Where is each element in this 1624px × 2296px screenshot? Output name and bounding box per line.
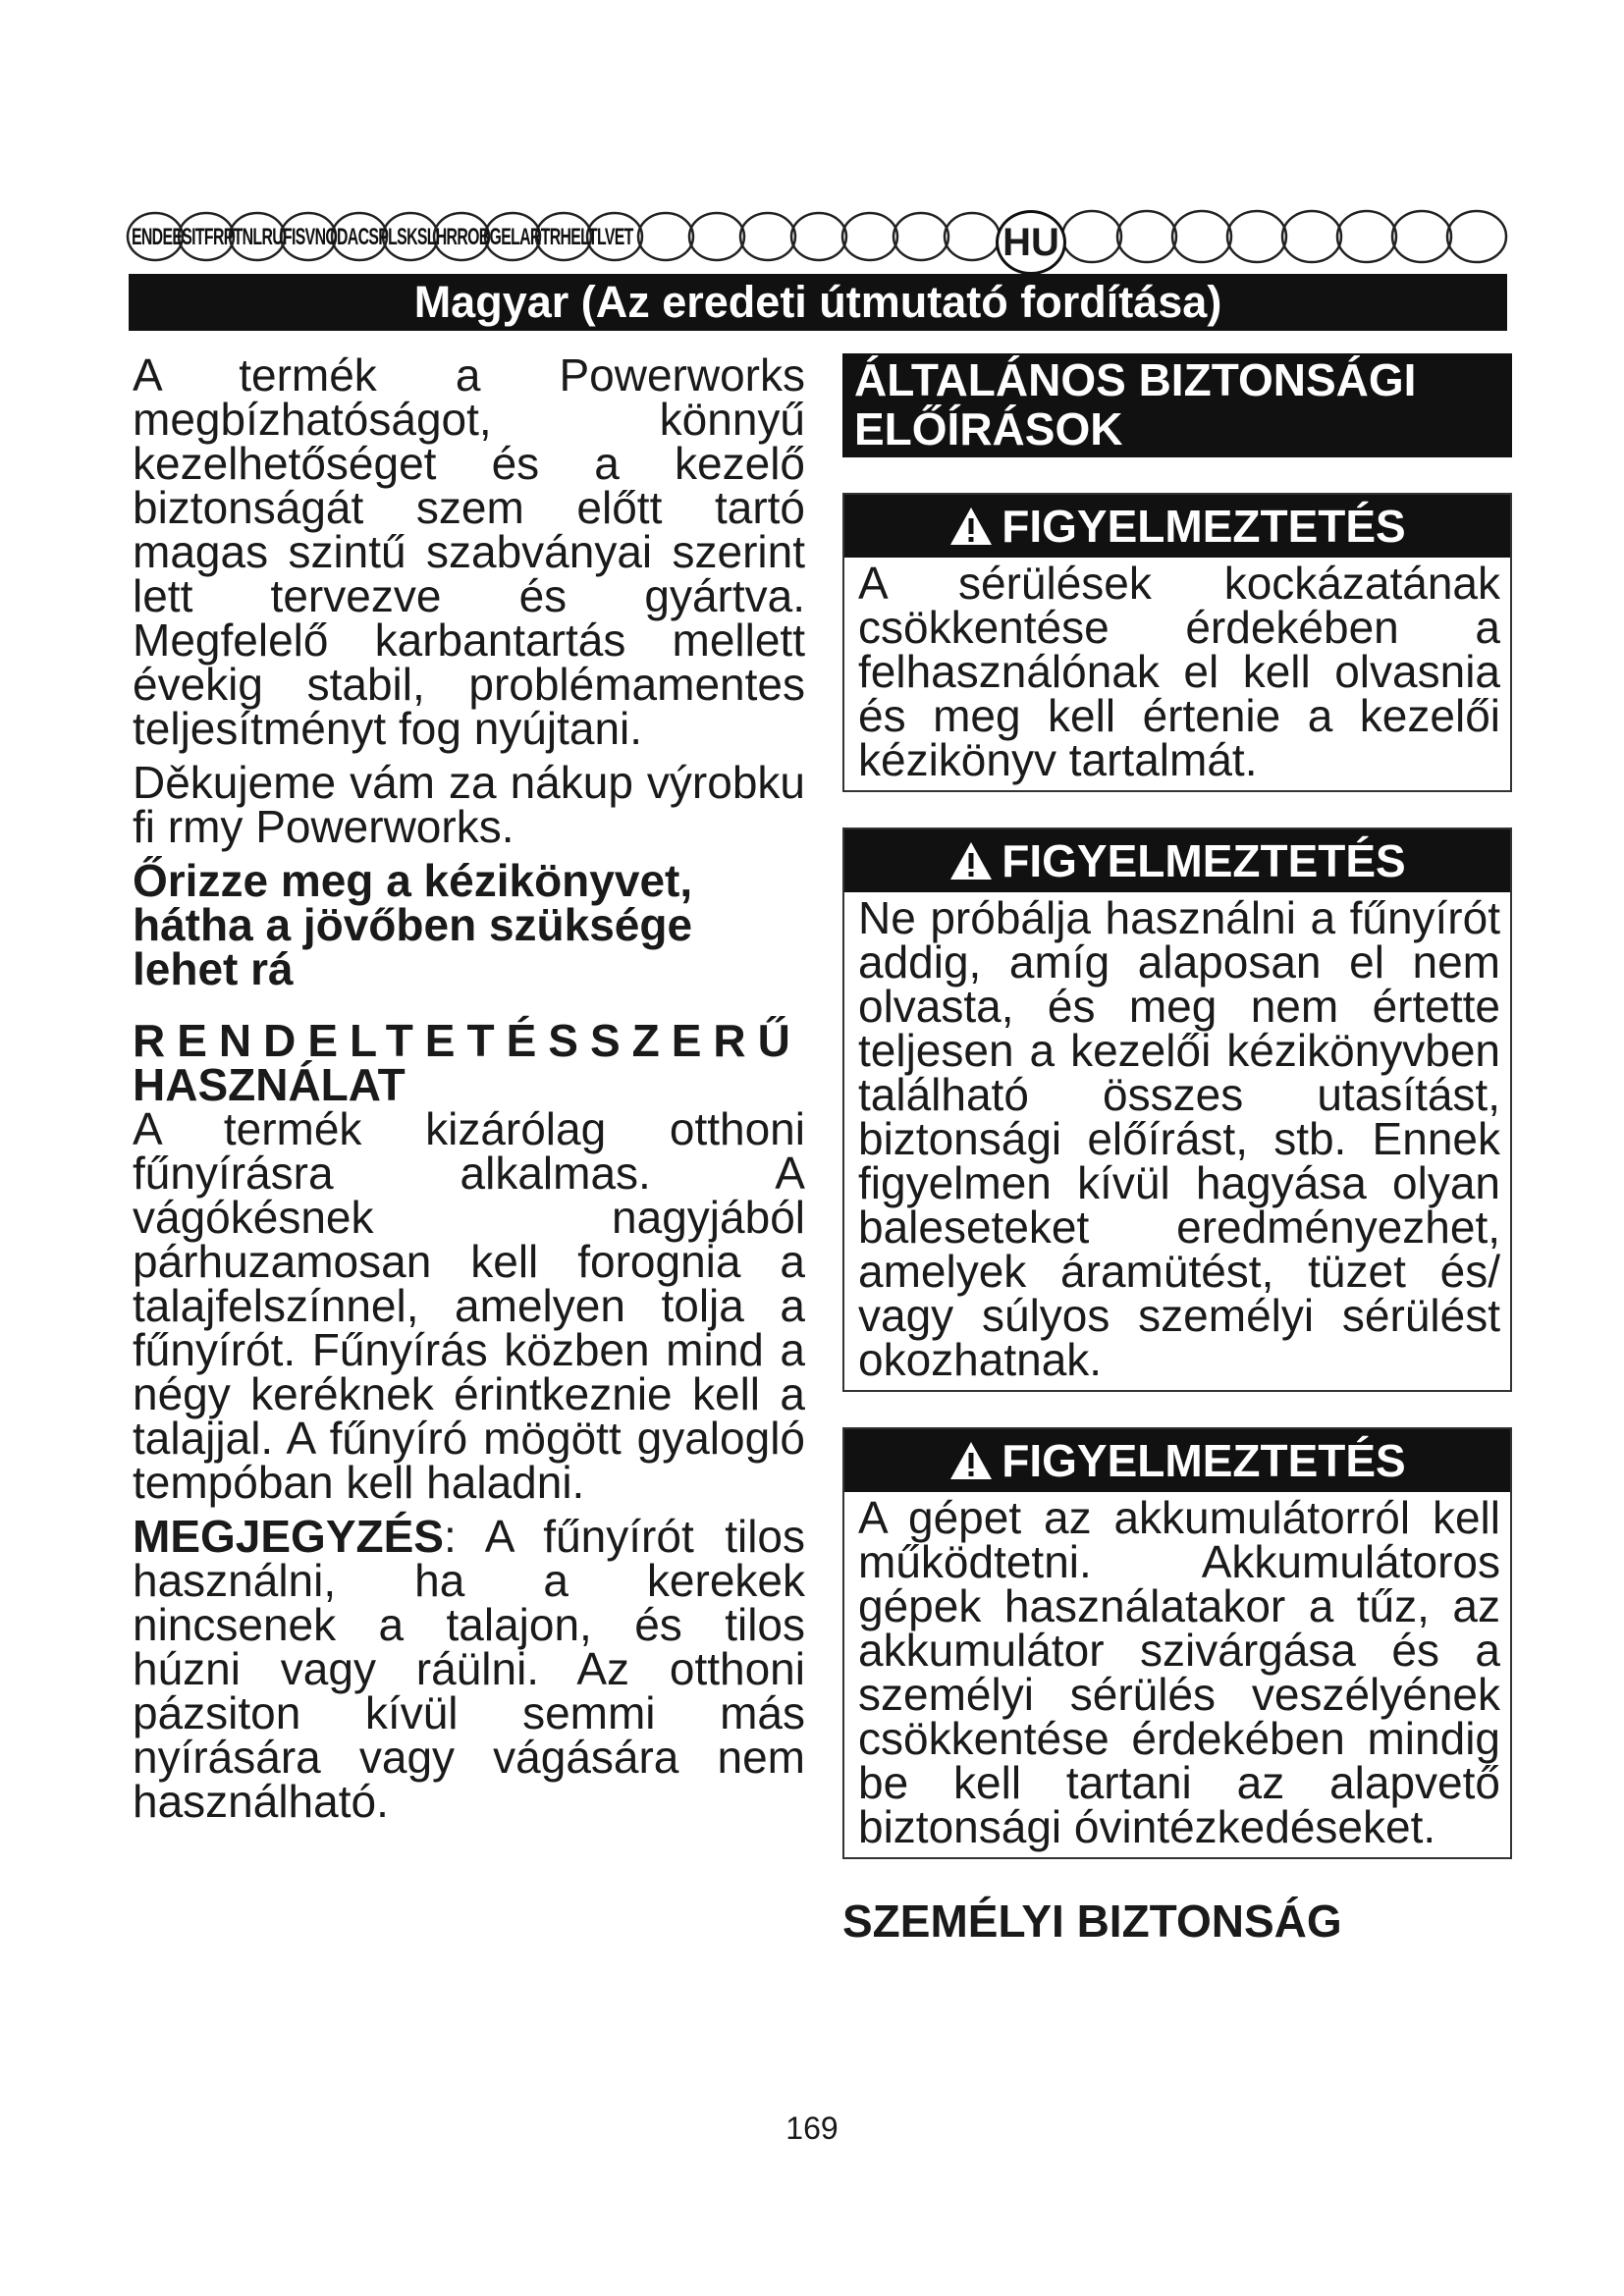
page-title: Magyar (Az eredeti útmutató fordítása) (129, 274, 1507, 331)
intended-use-heading-line-1: RENDELTETÉSSZERŰ (133, 1015, 802, 1066)
keep-manual-note: Őrizze meg a kézikönyvet, hátha a jövőben szüksége lehet rá (133, 855, 693, 994)
intro-paragraph: A termék a Powerworks megbízhatóságot, könnyű kezelhetőséget és a kezelő biztonságát szem előtt tartó magas szintű szabványai szerint lett tervezve és gyártva. Megfelelő karbantartás mellett évekig stabil, problémamentes teljesítményt fog nyújtani. (133, 349, 805, 754)
general-safety-heading-line-2: ELŐÍRÁSOK (854, 403, 1123, 454)
warning-header (844, 495, 1510, 558)
personal-safety-heading: SZEMÉLYI BIZTONSÁG (842, 1896, 1342, 1947)
warning-label: FIGYELMEZTETÉS (1001, 835, 1406, 886)
warning-text: A gépet az akkumulátorról kell működtetni. Akkumulátoros gépek használatakor a tűz, az akkumulátor szivárgása és a személyi sérülés veszélyének csökkentése érdekében mindig be kell tartani az alapvető biztonsági óvintézkedéseket. (858, 1492, 1500, 1852)
page-number: 169 (785, 2110, 839, 2146)
warning-triangle-icon (948, 840, 994, 881)
general-safety-heading (842, 353, 1512, 457)
intended-use-paragraph: A termék kizárólag otthoni fűnyírásra alkalmas. A vágókésnek nagyjából párhuzamosan kell forognia a talajfelszínnel, amelyen tolja a fűnyírót. Fűnyírás közben mind a négy keréknek érintkeznie kell a talajjal. A fűnyíró mögött gyalogló tempóban kell haladni. (133, 1103, 805, 1508)
note-label: MEGJEGYZÉS (133, 1511, 444, 1562)
warning-box (842, 1427, 1512, 1859)
note-paragraph (133, 1511, 805, 1827)
intended-use-heading-line-2: HASZNÁLAT (133, 1059, 406, 1110)
warning-triangle-icon (948, 506, 994, 547)
warning-box (842, 493, 1512, 792)
thanks-paragraph: Děkujeme vám za nákup výrobku fi rmy Powerworks. (133, 757, 805, 852)
right-column (842, 353, 1512, 1948)
warning-header (844, 1429, 1510, 1492)
warning-triangle-icon (948, 1440, 994, 1481)
language-codes: ENDEESITFRPTNLRUFISVNODACSPLSKSLHRROBGELARTRHELTLVET (132, 224, 633, 250)
warning-box (842, 828, 1512, 1392)
warning-text: A sérülések kockázatának csökkentése érdekében a felhasználónak el kell olvasnia és meg kell értenie a kezelői kézikönyv tartalmát. (858, 558, 1500, 785)
warning-header (844, 829, 1510, 892)
language-tab-active: HU (996, 210, 1066, 275)
left-column (133, 349, 805, 1827)
warning-text: Ne próbálja használni a fűnyírót addig, amíg alaposan el nem olvasta, és meg nem értette teljesen a kezelői kézikönyvben található összes utasítást, biztonsági előírást, stb. Ennek figyelmen kívül hagyása olyan baleseteket eredményezhet, amelyek áramütést, tüzet és/ vagy súlyos személyi sérülést okozhatnak. (858, 892, 1500, 1385)
note-text: : A fűnyírót tilos használni, ha a kerekek nincsenek a talajon, és tilos húzni vagy ráülni. Az otthoni pázsiton kívül semmi más nyírására vagy vágására nem használható. (133, 1511, 805, 1827)
warning-label: FIGYELMEZTETÉS (1001, 501, 1406, 552)
language-tab-strip (126, 208, 1510, 265)
intended-use-heading (133, 1015, 805, 1110)
warning-label: FIGYELMEZTETÉS (1001, 1435, 1406, 1486)
general-safety-heading-line-1: ÁLTALÁNOS BIZTONSÁGI (854, 354, 1417, 405)
